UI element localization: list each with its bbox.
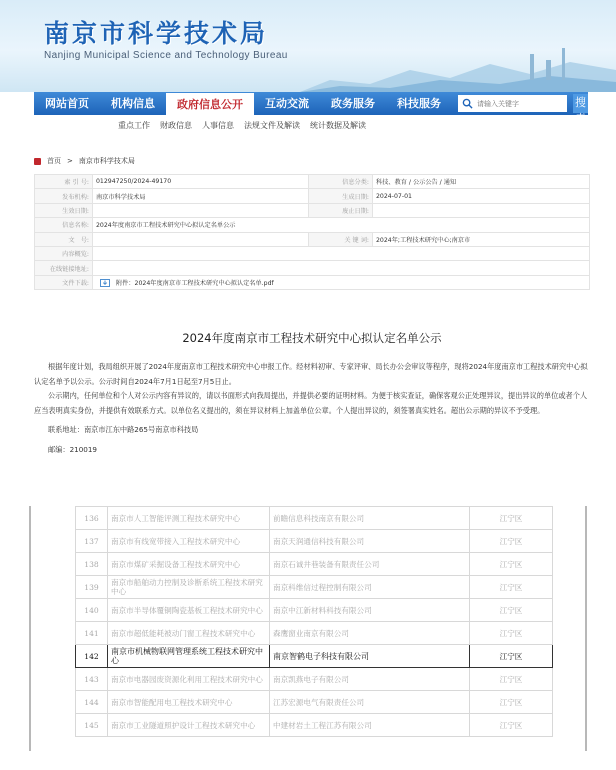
nav-home[interactable]: 网站首页 xyxy=(45,97,89,110)
center-name: 南京市煤矿采掘设备工程技术研究中心 xyxy=(108,553,270,576)
center-name: 南京市超低能耗被动门窗工程技术研究中心 xyxy=(108,622,270,645)
meta-label: 废止日期: xyxy=(309,203,373,217)
breadcrumb-current[interactable]: 南京市科学技术局 xyxy=(78,157,135,165)
row-number: 137 xyxy=(76,530,108,553)
nav-gov-info-disclosure[interactable]: 政府信息公开 xyxy=(166,93,254,115)
center-name: 南京市电器园废资源化利用工程技术研究中心 xyxy=(108,668,270,691)
row-number: 143 xyxy=(76,668,108,691)
company-name: 森鹰窗业南京有限公司 xyxy=(270,622,470,645)
meta-summary-value xyxy=(93,246,590,260)
meta-expire-value xyxy=(373,203,590,217)
table-row xyxy=(76,599,553,622)
meta-category-value: 科技、教育 / 公示公告 / 通知 xyxy=(373,175,590,189)
breadcrumb-separator: > xyxy=(67,157,73,165)
subnav-finance-info[interactable]: 财政信息 xyxy=(160,121,192,130)
meta-docno-value xyxy=(93,232,309,246)
company-name: 南京凯燕电子有限公司 xyxy=(270,668,470,691)
company-name: 南京科维信过程控制有限公司 xyxy=(270,576,470,599)
center-name: 南京市智能配用电工程技术研究中心 xyxy=(108,691,270,714)
table-row xyxy=(76,553,553,576)
site-banner xyxy=(0,0,616,92)
meta-download-cell xyxy=(93,275,590,289)
sub-nav xyxy=(118,120,366,131)
row-number: 136 xyxy=(76,507,108,530)
article-title: 2024年度南京市工程技术研究中心拟认定名单公示 xyxy=(182,331,442,345)
meta-label: 信息分类: xyxy=(309,175,373,189)
meta-label: 生效日期: xyxy=(35,203,93,217)
article-paragraph: 公示期内，任何单位和个人对公示内容有异议的，请以书面形式向我局提出，并提供必要的证明材料。为便于核实查证，确保客观公正处理异议，提出异议的单位或者个人应当表明真实身份，并提供有效联系方式。以单位名义提出的，须在异议材料上加盖单位公章。个人提出异议的，须签署真实姓名。超出公示期的异议不予受理。 xyxy=(34,391,588,415)
table-row xyxy=(76,530,553,553)
home-icon xyxy=(34,158,41,165)
banner-landscape-decoration xyxy=(300,40,616,92)
main-nav xyxy=(34,92,588,125)
row-number: 145 xyxy=(76,714,108,737)
meta-label: 文件下载: xyxy=(35,275,93,289)
meta-label: 在线链接地址: xyxy=(35,261,93,275)
company-name: 南京中江新材料科技有限公司 xyxy=(270,599,470,622)
district: 江宁区 xyxy=(470,714,553,737)
nav-gov-services[interactable]: 政务服务 xyxy=(331,97,375,110)
meta-label: 关 键 词: xyxy=(309,232,373,246)
row-number: 139 xyxy=(76,576,108,599)
center-name: 南京市机械物联网管理系统工程技术研究中心 xyxy=(108,645,270,668)
site-subtitle: Nanjing Municipal Science and Technology Bureau xyxy=(44,50,288,61)
search-input[interactable] xyxy=(477,100,567,108)
district: 江宁区 xyxy=(470,599,553,622)
subnav-statistics[interactable]: 统计数据及解读 xyxy=(310,121,366,130)
meta-online-value xyxy=(93,261,590,275)
search-box xyxy=(458,95,567,112)
subnav-regulations[interactable]: 法规文件及解读 xyxy=(244,121,300,130)
meta-label: 生成日期: xyxy=(309,189,373,203)
search-button[interactable]: 搜索 xyxy=(575,96,586,125)
district: 江宁区 xyxy=(470,507,553,530)
table-row xyxy=(76,645,553,668)
company-name: 南京天润通信科技有限公司 xyxy=(270,530,470,553)
company-name: 江苏宏源电气有限责任公司 xyxy=(270,691,470,714)
table-row xyxy=(76,668,553,691)
meta-publisher-value: 南京市科学技术局 xyxy=(93,189,309,203)
company-name: 中建材岩土工程江苏有限公司 xyxy=(270,714,470,737)
row-number: 144 xyxy=(76,691,108,714)
table-row xyxy=(76,576,553,599)
subnav-personnel-info[interactable]: 人事信息 xyxy=(202,121,234,130)
contact-address: 联系地址：南京市江东中路265号南京市科技局 xyxy=(48,425,199,435)
center-name: 南京市船舶动力控制及诊断系统工程技术研究中心 xyxy=(108,576,270,599)
center-name: 南京市半导体覆铜陶瓷基板工程技术研究中心 xyxy=(108,599,270,622)
row-number: 140 xyxy=(76,599,108,622)
company-name: 前瞻信息科技南京有限公司 xyxy=(270,507,470,530)
row-number: 142 xyxy=(76,645,108,668)
breadcrumb-home[interactable]: 首页 xyxy=(47,157,61,165)
shortlist-table xyxy=(75,506,553,737)
shortlist-image xyxy=(28,506,588,758)
company-name: 南京石诚井巷装备有限责任公司 xyxy=(270,553,470,576)
district: 江宁区 xyxy=(470,553,553,576)
center-name: 南京市工业隧道照护设计工程技术研究中心 xyxy=(108,714,270,737)
company-name: 南京智鹤电子科技有限公司 xyxy=(270,645,470,668)
nav-interaction[interactable]: 互动交流 xyxy=(265,97,309,110)
meta-name-value: 2024年度南京市工程技术研究中心拟认定名单公示 xyxy=(93,218,590,232)
nav-tech-services[interactable]: 科技服务 xyxy=(397,97,441,110)
row-number: 138 xyxy=(76,553,108,576)
breadcrumb xyxy=(34,156,135,166)
meta-label: 文 号: xyxy=(35,232,93,246)
center-name: 南京市人工智能评测工程技术研究中心 xyxy=(108,507,270,530)
article-paragraph: 根据年度计划，我局组织开展了2024年度南京市工程技术研究中心申报工作。经材料初审、专家评审、局长办公会审议等程序，现将2024年度南京市工程技术研究中心拟认定名单予以公示。公示时间自2024年7月1日起至7月5日止。 xyxy=(34,362,588,386)
subnav-key-work[interactable]: 重点工作 xyxy=(118,121,150,130)
meta-label: 索 引 号: xyxy=(35,175,93,189)
meta-index-value: 012947250/2024-49170 xyxy=(93,175,309,189)
download-icon[interactable] xyxy=(100,279,110,287)
row-number: 141 xyxy=(76,622,108,645)
table-row xyxy=(76,622,553,645)
meta-created-value: 2024-07-01 xyxy=(373,189,590,203)
attachment-link[interactable]: 附件：2024年度南京市工程技术研究中心拟认定名单.pdf xyxy=(116,279,274,287)
table-row xyxy=(76,691,553,714)
center-name: 南京市有线宽带接入工程技术研究中心 xyxy=(108,530,270,553)
meta-label: 信息名称: xyxy=(35,218,93,232)
meta-effective-value xyxy=(93,203,309,217)
district: 江宁区 xyxy=(470,622,553,645)
nav-organization[interactable]: 机构信息 xyxy=(111,97,155,110)
table-row xyxy=(76,714,553,737)
meta-keywords-value: 2024年;工程技术研究中心;南京市 xyxy=(373,232,590,246)
postal-code: 邮编：210019 xyxy=(48,444,98,454)
district: 江宁区 xyxy=(470,530,553,553)
district: 江宁区 xyxy=(470,576,553,599)
district: 江宁区 xyxy=(470,691,553,714)
search-icon xyxy=(462,98,473,109)
meta-label: 发布机构: xyxy=(35,189,93,203)
district: 江宁区 xyxy=(470,645,553,668)
site-title: 南京市科学技术局 xyxy=(44,19,269,48)
table-row xyxy=(76,507,553,530)
meta-label: 内容概览: xyxy=(35,246,93,260)
district: 江宁区 xyxy=(470,668,553,691)
article-body xyxy=(34,360,594,458)
document-meta-table xyxy=(34,174,590,290)
